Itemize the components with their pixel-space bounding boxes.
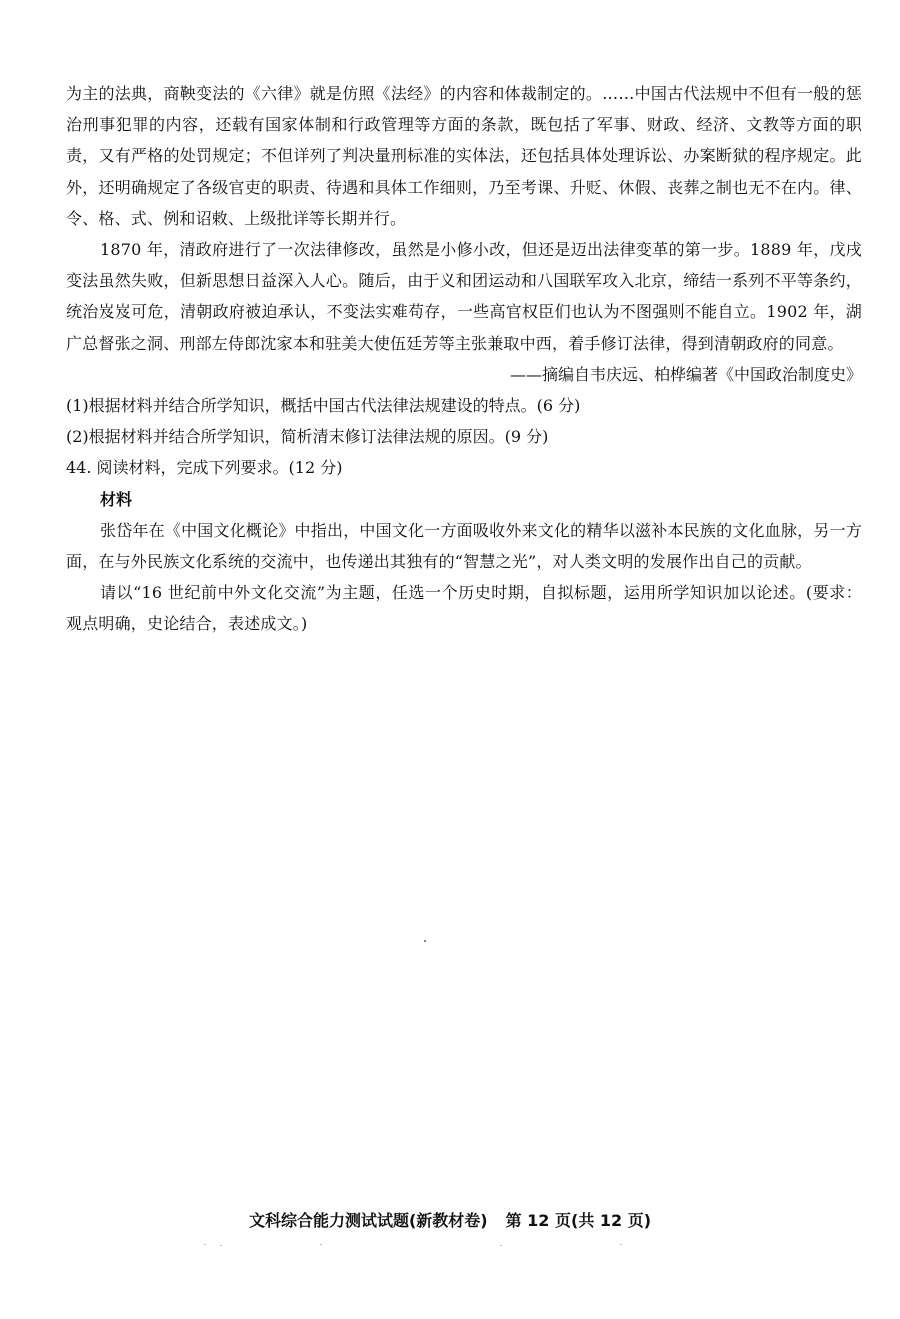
question-43-1: (1)根据材料并结合所学知识，概括中国古代法律法规建设的特点。(6 分) xyxy=(66,396,581,416)
question-43-2: (2)根据材料并结合所学知识，简析清末修订法律法规的原因。(9 分) xyxy=(66,427,549,447)
footer-exam-title: 文科综合能力测试试题(新教材卷) xyxy=(248,1211,488,1230)
scan-speck xyxy=(424,940,426,942)
material-label: 材料 xyxy=(100,489,133,509)
footer-page-number: 第 12 页(共 12 页) xyxy=(505,1211,652,1230)
material-source: ——摘编自韦庆远、柏桦编著《中国政治制度史》 xyxy=(509,364,862,384)
material-text: 张岱年在《中国文化概论》中指出，中国文化一方面吸收外来文化的精华以滋补本民族的文化血脉，另一方面，在与外民族文化系统的交流中，也传递出其独有的“智慧之光”，对人类文明的发展作出自己的贡献。 xyxy=(66,520,862,572)
material-paragraph-1: 为主的法典，商鞅变法的《六律》就是仿照《法经》的内容和体裁制定的。……中国古代法规中不但有一般的惩治刑事犯罪的内容，还载有国家体制和行政管理等方面的条款，既包括了军事、财政、经济、文教等方面的职责，又有严格的处罚规定；不但详列了判决量刑标准的实体法，还包括具体处理诉讼、办案断狱的程序规定。此外，还明确规定了各级官吏的职责、待遇和具体工作细则，乃至考课、升贬、休假、丧葬之制也无不在内。律、令、格、式、例和诏敕、上级批详等长期并行。 xyxy=(66,84,862,228)
material-paragraph-2: 1870 年，清政府进行了一次法律修改，虽然是小修小改，但还是迈出法律变革的第一步。1889 年，戊戌变法虽然失败，但新思想日益深入人心。随后，由于义和团运动和八国联军攻入北京，缔结一系列不平等条约，统治岌岌可危，清朝政府被迫承认，不变法实难苟存，一些高官权臣们也认为不图强则不能自立。1902 年，湖广总督张之洞、刑部左侍郎沈家本和驻美大使伍廷芳等主张兼取中西，着手修订法律，得到清朝政府的同意。 xyxy=(66,240,862,353)
page-footer xyxy=(0,1208,900,1231)
scan-noise xyxy=(200,1244,700,1248)
essay-task: 请以“16 世纪前中外文化交流”为主题，任选一个历史时期，自拟标题，运用所学知识加以论述。(要求：观点明确，史论结合，表述成文。) xyxy=(66,583,862,634)
question-44-heading: 44. 阅读材料，完成下列要求。(12 分) xyxy=(66,458,343,478)
page-content xyxy=(66,78,862,640)
